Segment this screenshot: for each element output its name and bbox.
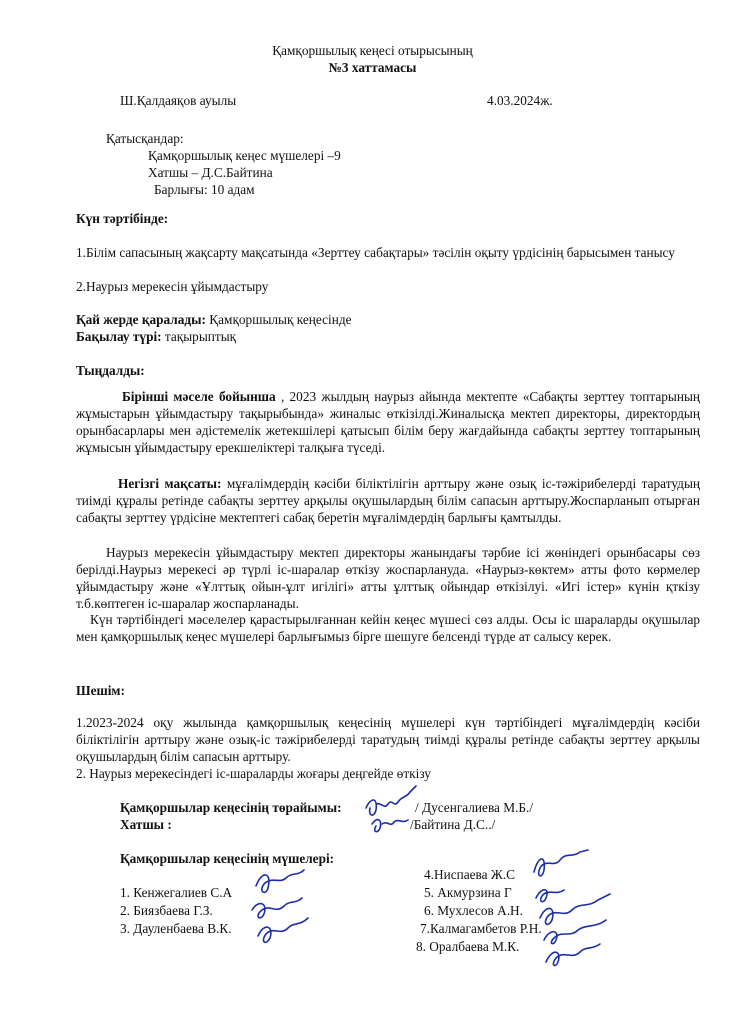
heard-paragraph-4: Күн тәртібіндегі мәселелер қарастырылғаннан кейін кеңес мүшесі сөз алды. Осы іс шараларды оқушылар мен қамқоршылық кеңес мүшелері барлығымыз бірге шешуге белсенді түрде ат салысу керек. [76, 612, 700, 644]
attendees-members: Қамқоршылық кеңес мүшелері –9 [148, 148, 341, 163]
member-8: 8. Оралбаева М.К. [416, 939, 520, 954]
secretary-name: /Байтина Д.С../ [410, 817, 496, 832]
member-5: 5. Акмурзина Г [424, 885, 512, 900]
review-place-value: Қамқоршылық кеңесінде [205, 312, 352, 327]
agenda-item-1: 1.Білім сапасының жақсарту мақсатында «Зерттеу сабақтары» тәсілін оқыту үрдісінің барысымен танысу [76, 245, 675, 260]
heard-p1-text: , 2023 жылдың наурыз айында мектепте «Сабақты зерттеу топтарының жұмыстарын ұйымдастыру тақырыбында» жиналыс өткізілді.Жиналысқа мектеп директоры, директордың орынбасарлары мен әдістемелік жетекшілері қатысып білім беру жағдайында сабақты зерттеу топтарының жұмысын ұйымдастыру ерекшеліктері талқыға түседі. [76, 389, 700, 455]
review-place-line [76, 311, 352, 328]
protocol-number: №3 хаттамасы [328, 60, 417, 75]
member-7: 7.Калмагамбетов Р.Н. [420, 921, 542, 936]
heard-p2-text: мұғалімдердің кәсіби біліктілігін арттыру және озық іс-тәжірибелерді таратудың тиімді құралы ретінде сабақты зерттеу арқылы оқушылардың білім сапасын арттыру.Жоспарланып отырған сабақты зерттеу үрдісіне мектептегі сабақ беретін мұғалімдердің барлығы қамтылды. [76, 476, 700, 525]
heard-p1-lead: Бірінші мәселе бойынша [122, 389, 281, 404]
heard-heading: Тыңдалды: [76, 363, 145, 378]
members-right-signatures [526, 842, 626, 972]
document-title: Қамқоршылық кеңесі отырысының [272, 43, 473, 58]
member-6: 6. Мухлесов А.Н. [424, 903, 523, 918]
heard-p2-lead: Негізгі мақсаты: [118, 476, 222, 491]
meeting-date: 4.03.2024ж. [487, 93, 553, 108]
decision-item-1: 1.2023-2024 оқу жылында қамқоршылық кеңесінің мүшелері күн тәртібіндегі мұғалімдердің кәсіби біліктілігін арттыру және озық-іс тәжірибелерді таратудың тиімді құралы ретінде сабақты зерттеу арқылы оқушылардың білім сапасын арттыру. [76, 715, 700, 764]
decision-item-2: 2. Наурыз мерекесіндегі іс-шараларды жоғары деңгейде өткізу [76, 766, 431, 781]
decision-heading: Шешім: [76, 683, 125, 698]
attendees-secretary: Хатшы – Д.С.Байтина [148, 165, 273, 180]
chair-signature [362, 780, 422, 840]
secretary-label: Хатшы : [120, 817, 172, 832]
agenda-item-2: 2.Наурыз мерекесін ұйымдастыру [76, 279, 269, 294]
member-1: 1. Кенжегалиев С.А [120, 885, 233, 900]
member-2: 2. Биязбаева Г.З. [120, 903, 213, 918]
attendees-label: Қатысқандар: [106, 131, 184, 146]
meeting-place: Ш.Қалдаяқов ауылы [120, 93, 237, 108]
chair-label: Қамқоршылар кеңесінің төрайымы: [120, 800, 342, 815]
heard-paragraph-2 [76, 475, 700, 526]
heard-paragraph-1 [76, 388, 700, 456]
members-heading: Қамқоршылар кеңесінің мүшелері: [120, 851, 335, 866]
chair-name: / Дусенгалиева М.Б./ [415, 800, 534, 815]
members-left-signatures [246, 862, 316, 952]
control-type-label: Бақылау түрі: [76, 329, 162, 344]
member-4: 4.Ниспаева Ж.С [424, 867, 515, 882]
control-type-line [76, 328, 236, 345]
heard-paragraph-3: Наурыз мерекесін ұйымдастыру мектеп директоры жанындағы тәрбие ісі жөніндегі орынбасары сөз берілді.Наурыз мерекесі әр түрлі іс-шаралар өткізу жоспарлануда. «Наурыз-көктем» атты фото көрмелер ұйымдастыру және «Ұлттық ойын-ұлт игілігі» атты ұлттық ойындар өткізілуі. «Игі істер» күнін қткізу т.б.көптеген іс-шаралар жоспарланады. [76, 545, 700, 611]
review-place-label: Қай жерде қаралады: [76, 312, 206, 327]
attendees-total: Барлығы: 10 адам [154, 182, 255, 197]
agenda-heading: Күн тәртібінде: [76, 211, 169, 226]
control-type-value: тақырыптық [161, 329, 237, 344]
member-3: 3. Дауленбаева В.К. [120, 921, 232, 936]
